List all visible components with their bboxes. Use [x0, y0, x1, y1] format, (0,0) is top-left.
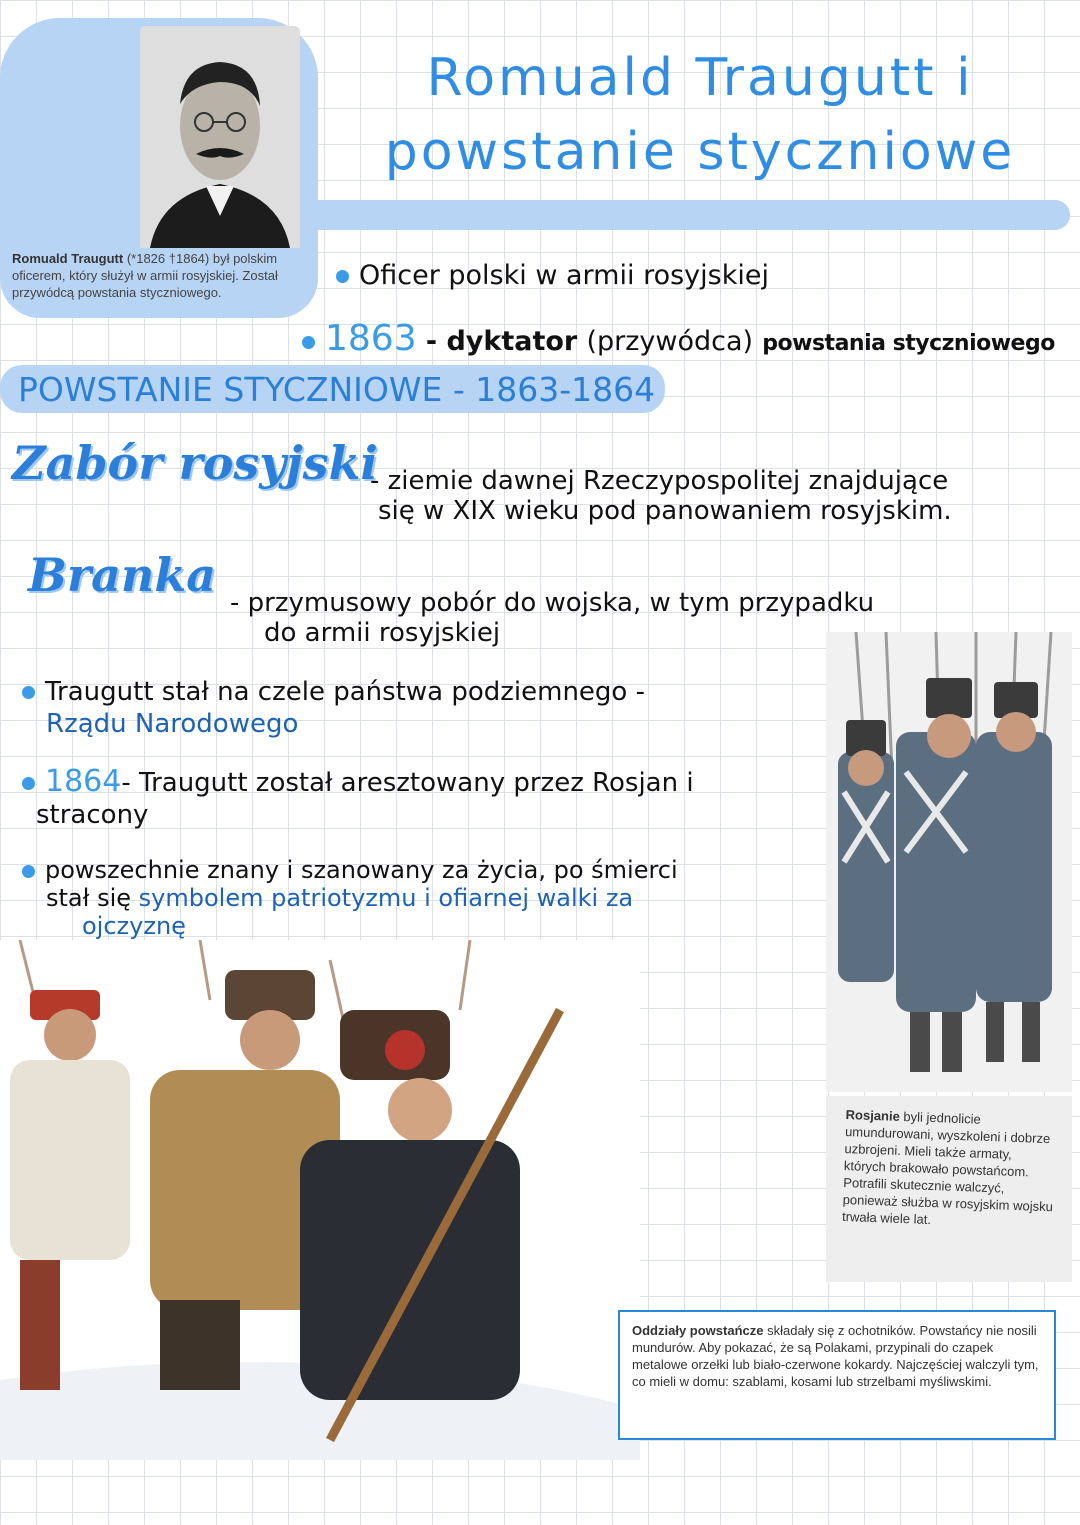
russians-caption-bold: Rosjanie [845, 1106, 901, 1124]
bullet-rzad [22, 676, 645, 740]
bullet-icon [22, 686, 35, 699]
bullet-icon [22, 865, 35, 878]
insurgents-illustration [0, 940, 640, 1460]
term-zabor-line1: - ziemie dawnej Rzeczypospolitej znajdujące [370, 466, 949, 496]
fact-dictator-b: (przywódca) [586, 326, 754, 357]
fact-dictator-a: - dyktator [425, 326, 578, 357]
bullet-rzad-blue: Rządu Narodowego [46, 709, 299, 739]
bullet-1864 [22, 766, 694, 831]
bullet-1864-text: - Traugutt został aresztowany przez Rosjan i [121, 768, 694, 798]
bullet-1864-year: 1864 [45, 764, 122, 799]
bullet-symbol-blue1: symbolem patriotyzmu i ofiarnej walki za [138, 884, 634, 912]
term-branka: Branka [28, 548, 217, 602]
page-title [330, 48, 1070, 182]
term-branka-line2: do armii rosyjskiej [264, 618, 501, 648]
section-heading-text: POWSTANIE STYCZNIOWE [18, 370, 443, 409]
term-zabor-line2: się w XIX wieku pod panowaniem rosyjskim. [378, 496, 952, 526]
fact-dictator-c: powstania styczniowego [762, 331, 1055, 356]
section-heading [18, 370, 655, 409]
title-line-1: Romuald Traugutt i [426, 48, 974, 108]
term-zabor-def [370, 466, 952, 526]
bullet-1864-text2: stracony [36, 800, 149, 830]
insurgents-info-box [618, 1310, 1056, 1440]
fact-officer [336, 260, 769, 291]
russians-caption [842, 1106, 1058, 1232]
portrait-caption-name: Romuald Traugutt [12, 251, 124, 266]
portrait-caption [12, 250, 312, 301]
bullet-symbol-text2: stał się [46, 884, 132, 912]
bullet-icon [22, 777, 35, 790]
term-branka-def [230, 588, 874, 648]
portrait-photo [140, 26, 300, 248]
portrait-caption-text: (*1826 †1864) był polskim oficerem, który służył w armii rosyjskiej. Został przywódcą powstania styczniowego. [12, 251, 278, 300]
portrait-caption-box [12, 250, 312, 301]
bullet-rzad-text: Traugutt stał na czele państwa podziemnego - [45, 677, 645, 707]
bullet-symbol-text1: powszechnie znany i szanowany za życia, po śmierci [45, 856, 678, 884]
bullet-symbol [22, 856, 678, 940]
insurgents-info-bold: Oddziały powstańcze [632, 1323, 764, 1338]
term-branka-line1: - przymusowy pobór do wojska, w tym przypadku [230, 588, 875, 618]
russians-caption-text: byli jednolicie umundurowani, wyszkoleni i dobrze uzbrojeni. Mieli także armaty, których brakowało powstańcom. Potrafili skutecznie walczyć, ponieważ służba w rosyjskim wojsku trwała wiele lat. [841, 1108, 1054, 1228]
russians-caption-box [826, 1096, 1072, 1282]
fact-year-1863: 1863 [325, 318, 417, 359]
title-underline-highlight [285, 200, 1070, 230]
bullet-symbol-blue2: ojczyznę [82, 912, 186, 940]
bullet-icon [302, 336, 315, 349]
insurgents-info-body: składały się z ochotników. Powstańcy nie nosili mundurów. Aby pokazać, że są Polakami, przypinali do czapek metalowe orzełki lub biało-czerwone kokardy. Najczęściej walczyli tym, co mieli w domu: szablami, kosami lub strzelbami myśliwskimi. [632, 1323, 1039, 1389]
section-heading-years: - 1863-1864 [452, 370, 656, 409]
insurgents-info-text [632, 1322, 1042, 1390]
fact-dictator [302, 318, 1055, 359]
russians-illustration [826, 632, 1072, 1092]
fact-officer-text: Oficer polski w armii rosyjskiej [359, 260, 769, 291]
bullet-icon [336, 270, 349, 283]
term-zabor: Zabór rosyjski [12, 436, 378, 490]
title-line-2: powstanie styczniowe [384, 122, 1016, 182]
